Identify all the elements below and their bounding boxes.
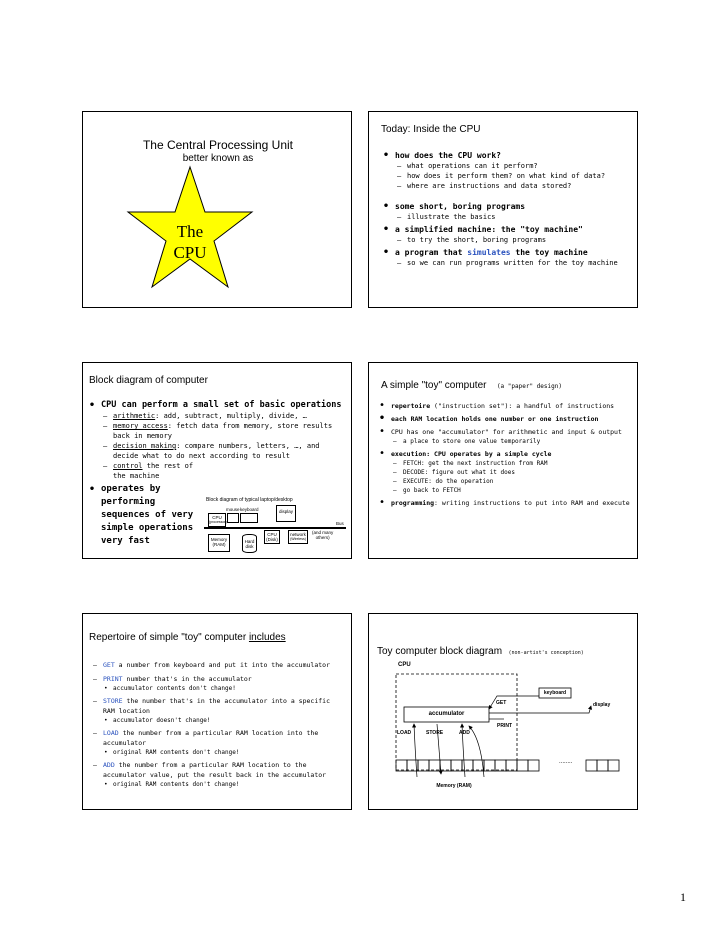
list-subitem: – FETCH: get the next instruction from RAM xyxy=(391,459,635,468)
toy-computer-list xyxy=(379,401,635,510)
load-arrow xyxy=(414,724,417,777)
hard-disk: Hard disk xyxy=(242,534,257,553)
star-text-the: The xyxy=(176,222,204,241)
list-subitem: – EXECUTE: do the operation xyxy=(391,477,635,486)
list-item: • execution: CPU operates by a simple cycle – FETCH: get the next instruction from RAM – DECODE: figure out what it does – EXECUTE: do the operation – go back to FETCH xyxy=(379,449,635,495)
store-label: STORE xyxy=(426,730,444,736)
list-item: • programming: writing instructions to put into RAM and execute xyxy=(379,498,635,508)
memory-cell xyxy=(396,760,407,771)
memory-cell xyxy=(484,760,495,771)
slide-title: Block diagram of computer xyxy=(89,375,208,386)
get-label: GET xyxy=(496,700,507,706)
block-diagram xyxy=(202,496,348,558)
list-item: • a program that simulates the toy machine – so we can run programs written for the toy machine xyxy=(383,247,633,268)
list-item: – GET a number from keyboard and put it into the accumulator xyxy=(91,661,339,671)
list-subitem: – a place to store one value temporarily xyxy=(391,437,635,446)
display-arrow xyxy=(489,706,591,713)
memory-cell xyxy=(597,760,608,771)
slide-title: The Central Processing Unit xyxy=(142,138,294,152)
list-item: • some short, boring programs – illustrate the basics xyxy=(383,201,633,222)
list-note: • accumulator contents don't change! xyxy=(103,684,339,693)
memory-cell xyxy=(418,760,429,771)
list-item: • operates by performing sequences of very simple operations very fast xyxy=(89,483,206,548)
list-note: • original RAM contents don't change! xyxy=(103,748,339,757)
add-label: ADD xyxy=(459,730,470,736)
list-subitem: – illustrate the basics xyxy=(395,212,633,222)
slide-subtitle: better known as xyxy=(182,153,254,164)
display-box: display xyxy=(276,505,296,522)
list-item: • a simplified machine: the "toy machine" – to try the short, boring programs xyxy=(383,224,633,245)
list-subitem: – how does it perform them? on what kind of data? xyxy=(395,171,633,181)
list-item: – ADD the number from a particular RAM location to the accumulator value, put the result back in the accumulator • original RAM contents don't change! xyxy=(91,761,339,789)
list-note: • accumulator doesn't change! xyxy=(103,716,339,725)
slide-title: Repertoire of simple "toy" computer includes xyxy=(89,632,286,643)
memory-dots: ........ xyxy=(559,759,573,765)
slide-2 xyxy=(368,111,638,308)
list-item: • CPU has one "accumulator" for arithmetic and input & output – a place to store one value temporarily xyxy=(379,427,635,446)
list-item: – STORE the number that's in the accumulator into a specific RAM location • accumulator doesn't change! xyxy=(91,697,339,725)
list-item: • repertoire ("instruction set"): a handful of instructions xyxy=(379,401,635,411)
list-item: • each RAM location holds one number or one instruction xyxy=(379,414,635,424)
memory-cell xyxy=(440,760,451,771)
slide-title: Today: Inside the CPU xyxy=(381,124,481,135)
memory-box: Memory (RAM) xyxy=(208,534,230,552)
network-box: network (Wireless) xyxy=(288,530,308,544)
list-subitem: – what operations can it perform? xyxy=(395,161,633,171)
disk-cpu-box: CPU (Disk) xyxy=(264,530,280,544)
memory-cell xyxy=(429,760,440,771)
list-subitem: – DECODE: figure out what it does xyxy=(391,468,635,477)
cpu-label: CPU xyxy=(398,662,411,668)
memory-cells xyxy=(396,760,619,771)
list-note: • original RAM contents don't change! xyxy=(103,780,339,789)
cpu-box: CPU (processor) xyxy=(208,513,226,527)
print-label: PRINT xyxy=(497,723,512,729)
add-arrow-2 xyxy=(469,726,484,777)
display-label: display xyxy=(593,702,611,708)
others-label: (and many others) xyxy=(312,530,334,540)
slide-title: A simple "toy" computer (a "paper" design) xyxy=(381,380,562,391)
keyboard-label: keyboard xyxy=(543,690,567,696)
list-subitem: – memory access: fetch data from memory, store results back in memory xyxy=(101,421,347,441)
memory-cell xyxy=(451,760,462,771)
repertoire-list xyxy=(91,661,339,789)
bus-line xyxy=(204,527,346,529)
load-label: LOAD xyxy=(397,730,412,736)
list-item: • how does the CPU work? – what operations can it perform? – how does it perform them? on what kind of data? – where are instructions and data stored? xyxy=(383,150,633,191)
list-item: • CPU can perform a small set of basic operations – arithmetic: add, subtract, multiply, divide, … – memory access: fetch data from memory, store results back in memory – decision making: compare numbers, letters, …, and decide what to do next according to result – control the rest of the machine xyxy=(89,400,347,481)
list-item: – LOAD the number from a particular RAM location into the accumulator • original RAM contents don't change! xyxy=(91,729,339,757)
list-subitem: – go back to FETCH xyxy=(391,486,635,495)
slide-title: Toy computer block diagram (non-artist's conception) xyxy=(377,646,584,657)
list-subitem: – arithmetic: add, subtract, multiply, divide, … xyxy=(101,411,347,421)
list-subitem: – control the rest of the machine xyxy=(101,461,205,481)
memory-cell xyxy=(586,760,597,771)
slide-5 xyxy=(82,613,352,810)
mouse-label: mouse xyxy=(226,507,240,512)
slide-1 xyxy=(82,111,352,308)
star-text-cpu: CPU xyxy=(173,243,207,262)
memory-cell xyxy=(528,760,539,771)
memory-cell xyxy=(608,760,619,771)
mouse-box xyxy=(227,513,239,523)
topic-list xyxy=(383,150,633,270)
list-subitem: – to try the short, boring programs xyxy=(395,235,633,245)
page-number: 1 xyxy=(680,890,686,904)
accumulator-label: accumulator xyxy=(428,711,465,717)
bus-label: Bus xyxy=(336,521,344,526)
keyboard-box xyxy=(240,513,258,523)
slide-4 xyxy=(368,362,638,559)
memory-cell xyxy=(506,760,517,771)
list-subitem: – decision making: compare numbers, letters, …, and decide what to do next according to result xyxy=(101,441,347,461)
diagram-title: Block diagram of typical laptop/desktop xyxy=(206,497,293,503)
list-subitem: – so we can run programs written for the toy machine xyxy=(395,258,633,268)
memory-cell xyxy=(517,760,528,771)
list-subitem: – where are instructions and data stored? xyxy=(395,181,633,191)
slide-6 xyxy=(368,613,638,810)
list-item: – PRINT number that's in the accumulator • accumulator contents don't change! xyxy=(91,675,339,694)
memory-label: Memory (RAM) xyxy=(436,783,472,789)
slide-3 xyxy=(82,362,352,559)
memory-cell xyxy=(495,760,506,771)
keyboard-label: keyboard xyxy=(240,507,259,512)
